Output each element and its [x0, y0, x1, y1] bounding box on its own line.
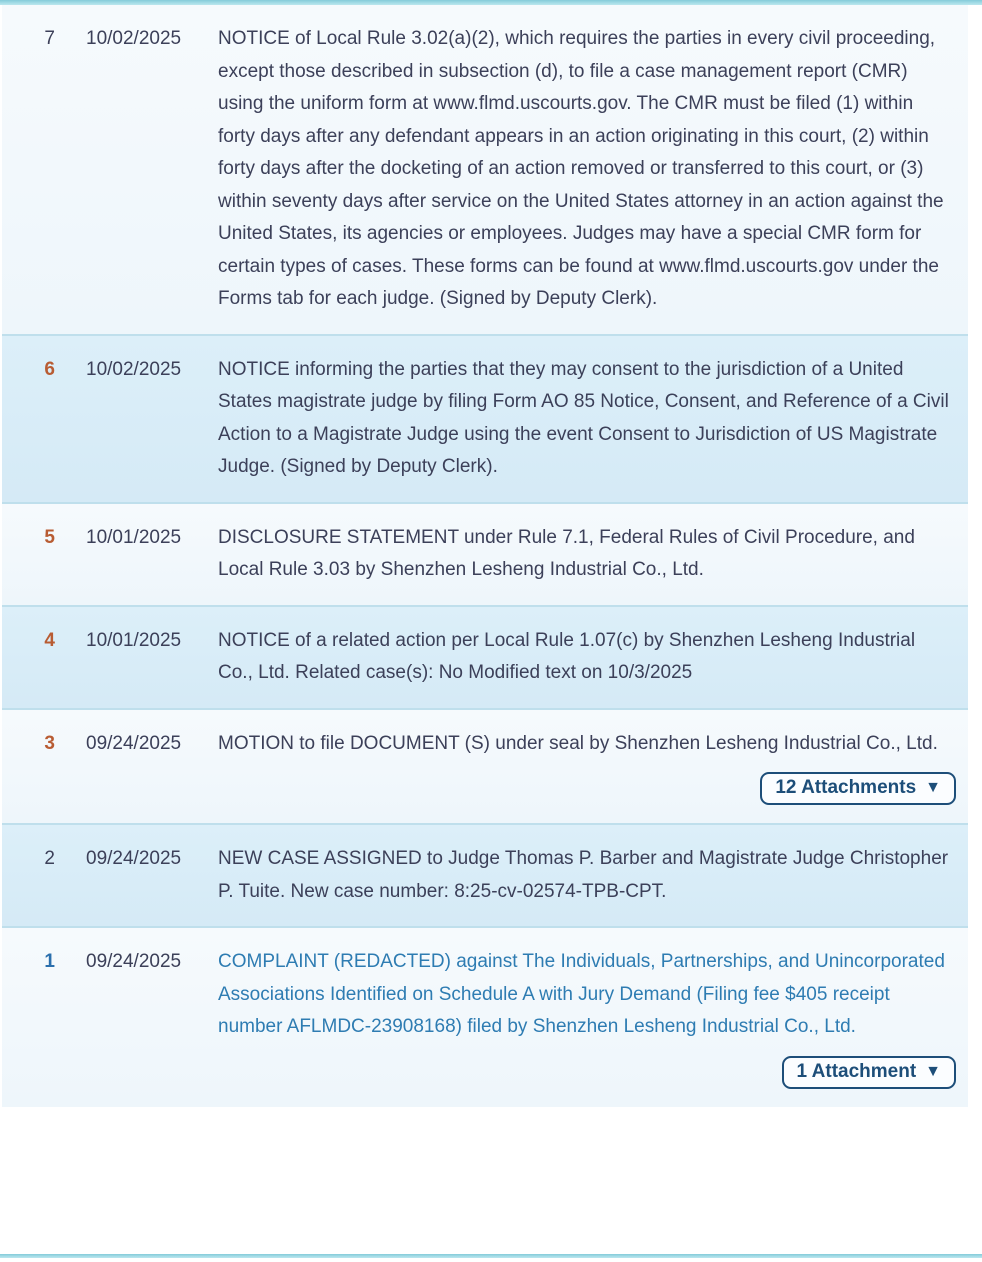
docket-entry-main	[2, 946, 968, 1044]
docket-entry-row	[2, 928, 968, 1107]
docket-entry-main	[2, 354, 968, 484]
entry-date: 10/02/2025	[86, 358, 182, 380]
docket-entries-table	[2, 5, 968, 1107]
docket-entry-row	[2, 823, 968, 928]
chevron-down-icon: ▼	[925, 1062, 941, 1080]
entry-date: 09/24/2025	[86, 732, 182, 754]
attachments-area	[2, 1056, 968, 1089]
attachments-button[interactable]	[782, 1056, 957, 1089]
docket-entry-row	[2, 710, 968, 824]
docket-entry-row	[2, 605, 968, 710]
docket-entry-row	[2, 5, 968, 334]
attachments-button-label: 1 Attachment	[796, 1060, 917, 1082]
entry-number-link[interactable]: 3	[44, 732, 55, 754]
entry-number-link[interactable]: 6	[44, 358, 55, 380]
docket-entry-row	[2, 334, 968, 504]
bottom-accent-bar	[0, 1254, 982, 1258]
entry-number-link[interactable]: 4	[44, 629, 55, 651]
entry-number-link[interactable]: 1	[44, 951, 55, 972]
entry-description: MOTION to file DOCUMENT (S) under seal by Shenzhen Lesheng Industrial Co., Ltd.	[218, 732, 938, 754]
entry-description: DISCLOSURE STATEMENT under Rule 7.1, Federal Rules of Civil Procedure, and Local Rule 3.03 by Shenzhen Lesheng Industrial Co., Ltd.	[218, 526, 915, 580]
docket-entry-main	[2, 23, 968, 316]
entry-description-link[interactable]: COMPLAINT (REDACTED) against The Individuals, Partnerships, and Unincorporated Associations Identified on Schedule A with Jury Demand (Filing fee $405 receipt number AFLMDC-23908168) filed by Shenzhen Lesheng Industrial Co., Ltd.	[218, 951, 945, 1037]
entry-number: 2	[44, 848, 55, 869]
attachments-button[interactable]	[760, 772, 956, 805]
entry-description: NOTICE informing the parties that they may consent to the jurisdiction of a United States magistrate judge by filing Form AO 85 Notice, Consent, and Reference of a Civil Action to a Magistrate Judge using the event Consent to Jurisdiction of US Magistrate Judge. (Signed by Deputy Clerk).	[218, 358, 949, 477]
docket-entry-main	[2, 728, 968, 761]
entry-date: 10/01/2025	[86, 629, 182, 651]
attachments-button-label: 12 Attachments	[775, 777, 917, 798]
entry-date: 09/24/2025	[86, 848, 182, 869]
entry-description: NOTICE of a related action per Local Rule 1.07(c) by Shenzhen Lesheng Industrial Co., Ltd. Related case(s): No Modified text on 10/3/2025	[218, 629, 916, 683]
chevron-down-icon: ▼	[925, 779, 941, 796]
docket-entry-main	[2, 625, 968, 690]
entry-description: NEW CASE ASSIGNED to Judge Thomas P. Barber and Magistrate Judge Christopher P. Tuite. New case number: 8:25-cv-02574-TPB-CPT.	[218, 848, 949, 902]
docket-entry-main	[2, 843, 968, 908]
attachments-area	[2, 772, 968, 805]
entry-date: 09/24/2025	[86, 951, 182, 972]
entry-date: 10/02/2025	[86, 28, 182, 49]
docket-entry-main	[2, 522, 968, 587]
docket-entry-row	[2, 504, 968, 605]
entry-number-link[interactable]: 5	[44, 526, 55, 548]
entry-description: NOTICE of Local Rule 3.02(a)(2), which requires the parties in every civil proceeding, except those described in subsection (d), to file a case management report (CMR) using the uniform form at www.flmd.uscourts.gov. The CMR must be filed (1) within forty days after any defendant appears in an action originating in this court, (2) within forty days after the docketing of an action removed or transferred to this court, or (3) within seventy days after service on the United States attorney in an action against the United States, its agencies or employees. Judges may have a special CMR form for certain types of cases. These forms can be found at www.flmd.uscourts.gov under the Forms tab for each judge. (Signed by Deputy Clerk).	[218, 28, 944, 309]
entry-number: 7	[44, 28, 55, 49]
entry-date: 10/01/2025	[86, 526, 182, 548]
